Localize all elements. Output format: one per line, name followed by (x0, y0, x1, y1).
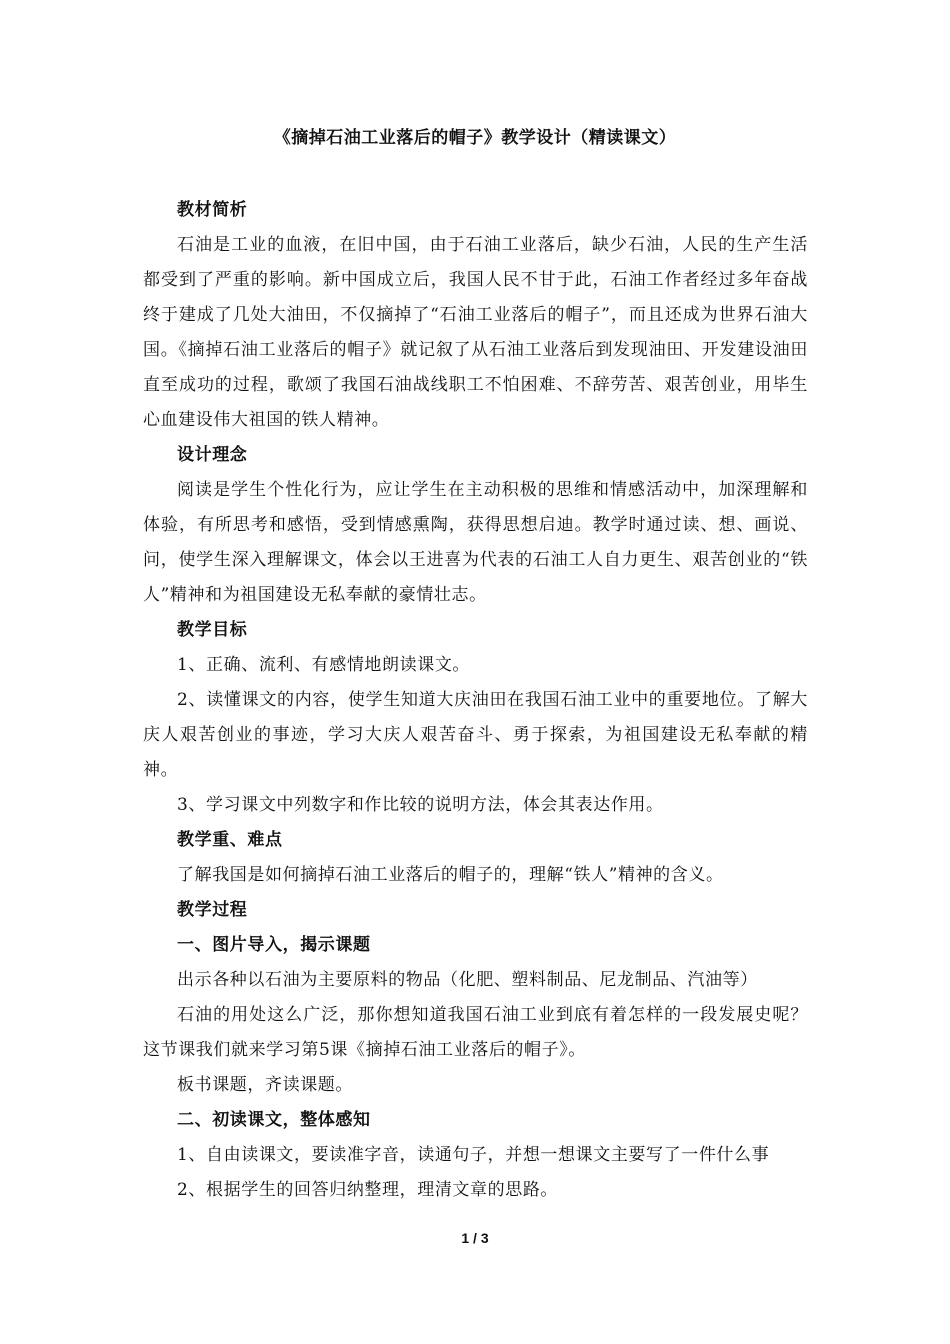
page-number: 1 / 3 (461, 1230, 489, 1246)
paragraph: 1、正确、流利、有感情地朗读课文。 (177, 655, 471, 675)
paragraph: 3、学习课文中列数字和作比较的说明方法，体会其表达作用。 (177, 795, 664, 815)
paragraph: 出示各种以石油为主要原料的物品（化肥、塑料制品、尼龙制品、汽油等） (177, 970, 758, 990)
paragraph: 了解我国是如何摘掉石油工业落后的帽子的，理解“铁人”精神的含义。 (177, 865, 724, 885)
paragraph: 1、自由读课文，要读准字音，读通句子，并想一想课文主要写了一件什么事 (177, 1145, 770, 1165)
paragraph: 阅读是学生个性化行为，应让学生在主动积极的思维和情感活动中，加深理解和体验，有所思考和感悟，受到情感熏陶，获得思想启迪。教学时通过读、想、画说、问，使学生深入理解课文，体会以王进喜为代表的石油工人自力更生、艰苦创业的“铁人”精神和为祖国建设无私奉献的豪情壮志。 (143, 480, 808, 605)
paragraph: 石油是工业的血液，在旧中国，由于石油工业落后，缺少石油，人民的生产生活都受到了严重的影响。新中国成立后，我国人民不甘于此，石油工作者经过多年奋战终于建成了几处大油田，不仅摘掉了“石油工业落后的帽子”，而且还成为世界石油大国。《摘掉石油工业落后的帽子》就记叙了从石油工业落后到发现油田、开发建设油田直至成功的过程，歌颂了我国石油战线职工不怕困难、不辞劳苦、艰苦创业，用毕生心血建设伟大祖国的铁人精神。 (143, 235, 808, 430)
paragraph: 石油的用处这么广泛，那你想知道我国石油工业到底有着怎样的一段发展史呢？这节课我们就来学习第5课《摘掉石油工业落后的帽子》。 (143, 1005, 808, 1060)
paragraph: 2、读懂课文的内容，使学生知道大庆油田在我国石油工业中的重要地位。了解大庆人艰苦创业的事迹，学习大庆人艰苦奋斗、勇于探索，为祖国建设无私奉献的精神。 (143, 690, 808, 780)
subsection-heading: 二、初读课文，整体感知 (177, 1110, 371, 1130)
section-heading: 设计理念 (177, 445, 248, 465)
section-heading: 教材简析 (177, 200, 248, 220)
paragraph: 2、根据学生的回答归纳整理，理清文章的思路。 (177, 1180, 559, 1200)
section-heading: 教学重、难点 (177, 830, 283, 850)
paragraph: 板书课题，齐读课题。 (177, 1075, 353, 1095)
document-body (143, 193, 808, 1208)
section-heading: 教学目标 (177, 620, 248, 640)
document-title: 《摘掉石油工业落后的帽子》教学设计（精读课文） (273, 128, 677, 148)
subsection-heading: 一、图片导入，揭示课题 (177, 935, 371, 955)
section-heading: 教学过程 (177, 900, 248, 920)
